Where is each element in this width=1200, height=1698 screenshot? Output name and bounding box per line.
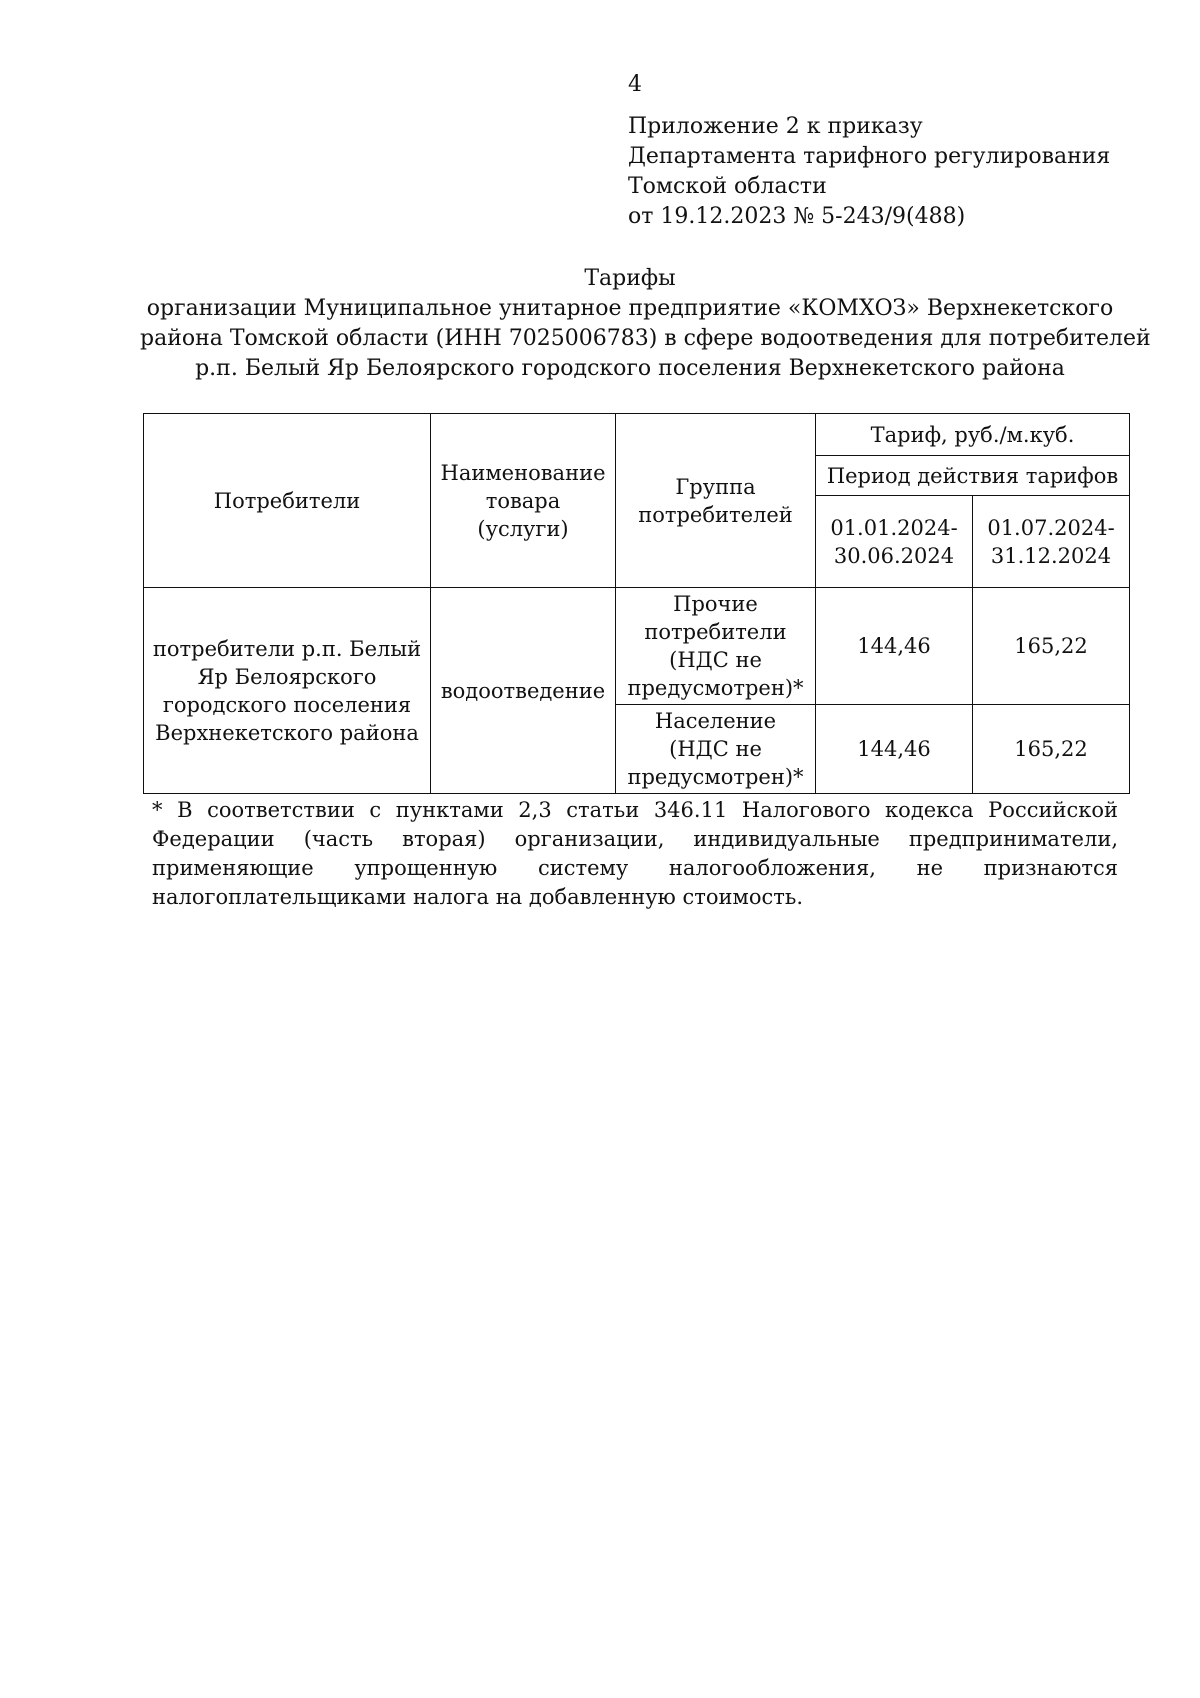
consumer-cell: потребители р.п. Белый Яр Белоярского городского поселения Верхнекетского района [144,588,431,794]
tariff-cell: 165,22 [973,705,1130,794]
tariff-cell: 144,46 [816,705,973,794]
appendix-line: Томской области [628,174,827,199]
group-cell: Прочие потребители (НДС не предусмотрен)* [616,588,816,705]
title-line: р.п. Белый Яр Белоярского городского поселения Верхнекетского района [195,356,1065,381]
title-line: района Томской области (ИНН 7025006783) в сфере водоотведения для потребителей [140,326,1151,351]
group-cell: Население (НДС не предусмотрен)* [616,705,816,794]
header-period-2: 01.07.2024-31.12.2024 [973,496,1130,588]
tariff-cell: 144,46 [816,588,973,705]
appendix-line: от 19.12.2023 № 5-243/9(488) [628,204,966,229]
header-period-1: 01.01.2024-30.06.2024 [816,496,973,588]
header-service-name: Наименование товара (услуги) [431,414,616,588]
table-header-row [144,414,1130,456]
table-row [144,588,1130,705]
header-group: Группа потребителей [616,414,816,588]
title-line: Тарифы [584,266,676,291]
footnote: * В соответствии с пунктами 2,3 статьи 346.11 Налогового кодекса Российской Федерации (часть вторая) организации, индивидуальные предприниматели, применяющие упрощенную систему налогообложения, не признаются налогоплательщиками налога на добавленную стоимость. [152,798,1118,909]
header-consumers: Потребители [144,414,431,588]
page-number: 4 [628,72,642,97]
document-title [140,264,1151,384]
appendix-block [628,112,1110,232]
title-line: организации Муниципальное унитарное предприятие «КОМХОЗ» Верхнекетского [146,296,1114,321]
header-tariff: Тариф, руб./м.куб. [816,414,1130,456]
appendix-line: Приложение 2 к приказу [628,114,923,139]
header-period: Период действия тарифов [816,456,1130,496]
appendix-line: Департамента тарифного регулирования [628,144,1111,169]
tariff-cell: 165,22 [973,588,1130,705]
service-cell: водоотведение [431,588,616,794]
tariff-table [143,413,1130,794]
